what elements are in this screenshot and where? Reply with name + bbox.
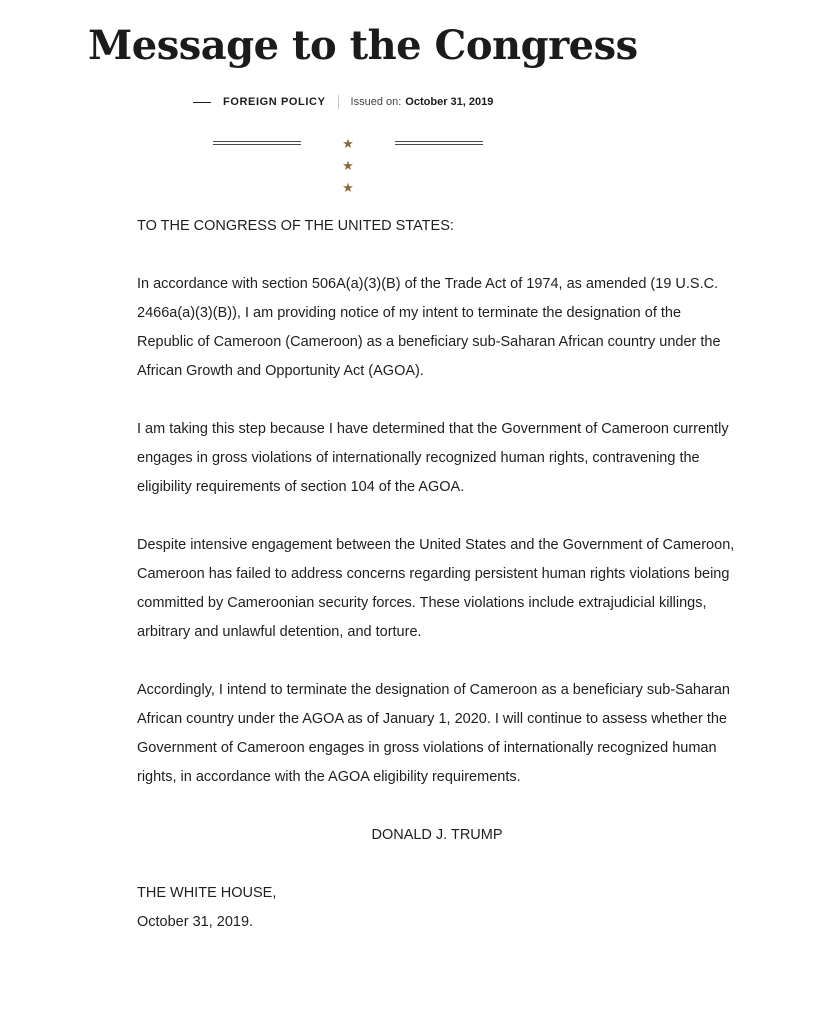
paragraph-2: I am taking this step because I have determined that the Government of Cameroon currently engages in gross violations of internationally recognized human rights, contravening the eligibility requirements of section 104 of the AGOA. — [137, 421, 729, 495]
paragraph-3: Despite intensive engagement between the United States and the Government of Cameroon, Cameroon has failed to address concerns regarding persistent human rights violations being committed by Cameroonian security forces. These violations include extrajudicial killings, arbitrary and unlawful detention, and torture. — [137, 537, 735, 640]
closing-block — [137, 879, 737, 937]
salutation: TO THE CONGRESS OF THE UNITED STATES: — [137, 218, 454, 234]
divider-rule-right — [395, 141, 483, 145]
issued-date: October 31, 2019 — [405, 96, 494, 108]
meta-separator — [338, 95, 339, 109]
issued-label: Issued on: — [350, 96, 402, 108]
closing-location: THE WHITE HOUSE, — [137, 885, 277, 901]
article-meta — [193, 93, 493, 111]
page-title: Message to the Congress — [88, 22, 638, 69]
paragraph-1: In accordance with section 506A(a)(3)(B) of the Trade Act of 1974, as amended (19 U.S.C. 2466a(a)(3)(B)), I am providing notice of my intent to terminate the designation of the Republic of Cameroon (Cameroon) as a beneficiary sub-Saharan African country under the African Growth and Opportunity Act (AGOA). — [137, 276, 721, 379]
closing-date: October 31, 2019. — [137, 914, 254, 930]
paragraph-4: Accordingly, I intend to terminate the designation of Cameroon as a beneficiary sub-Saharan African country under the AGOA as of January 1, 2020. I will continue to assess whether the Government of Cameroon engages in gross violations of internationally recognized human rights, in accordance with the AGOA eligibility requirements. — [137, 682, 730, 785]
category-link[interactable]: FOREIGN POLICY — [223, 96, 326, 108]
message-body — [137, 212, 737, 937]
star-divider — [213, 133, 483, 195]
signature: DONALD J. TRUMP — [371, 827, 503, 843]
stars-icon: ★ ★ ★ — [342, 136, 366, 195]
meta-dash — [193, 102, 211, 103]
divider-rule-left — [213, 141, 301, 145]
